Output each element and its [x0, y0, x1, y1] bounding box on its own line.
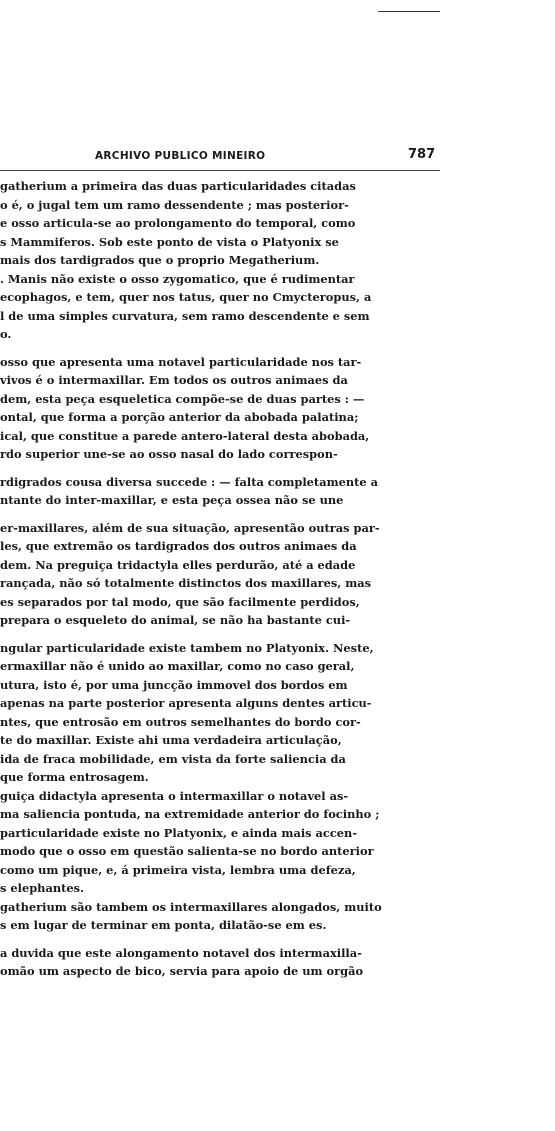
text-line: gatherium a primeira das duas particularidades citadas [0, 179, 356, 193]
text-line: te do maxillar. Existe ahi uma verdadeira articulação, [0, 733, 342, 747]
text-line: er-maxillares, além de sua situação, apresentão outras par- [0, 520, 380, 535]
text-line: apenas na parte posterior apresenta alguns dentes articu- [0, 696, 372, 710]
text-line: prepara o esqueleto do animal, se não ha bastante cui- [0, 613, 351, 627]
text-line: utura, isto é, por uma juncção immovel dos bordos em [0, 677, 348, 692]
paragraph-gap [0, 344, 440, 353]
text-line: es separados por tal modo, que são facilmente perdidos, [0, 594, 360, 609]
text-line: ngular particularidade existe tambem no Platyonix. Neste, [0, 640, 374, 655]
text-line: rdigrados cousa diversa succede : — falta completamente a [0, 474, 379, 489]
header-rule [0, 170, 440, 171]
text-line: ntante do inter-maxillar, e esta peça ossea não se une [0, 493, 344, 507]
paragraph-gap [0, 510, 440, 519]
text-line: s em lugar de terminar em ponta, dilatão-se em es. [0, 918, 327, 932]
text-line: dem, esta peça esqueletica compõe-se de duas partes : — [0, 391, 365, 406]
text-line: rdo superior une-se ao osso nasal do lado correspon- [0, 447, 338, 461]
text-line: rançada, não só totalmente distinctos dos maxillares, mas [0, 576, 372, 590]
text-line: como um pique, e, á primeira vista, lembra uma defeza, [0, 862, 356, 877]
page-header [0, 147, 440, 170]
text-line: les, que extremão os tardigrados dos outros animaes da [0, 539, 357, 553]
text-line: vivos é o intermaxillar. Em todos os outros animaes da [0, 373, 348, 387]
text-line: dem. Na preguiça tridactyla elles perdurão, até a edade [0, 557, 356, 572]
text-line: guiça didactyla apresenta o intermaxillar o notavel as- [0, 788, 349, 803]
text-line: ntes, que entrosão em outros semelhantes do bordo cor- [0, 714, 361, 729]
text-line: s Mammiferos. Sob este ponto de vista o Platyonix se [0, 234, 339, 249]
text-line: ida de fraca mobilidade, em vista da forte saliencia da [0, 751, 346, 766]
text-line: s elephantes. [0, 881, 84, 895]
text-line: e osso articula-se ao prolongamento do temporal, como [0, 216, 356, 230]
paragraph-gap [0, 464, 440, 473]
text-line: mais dos tardigrados que o proprio Megatherium. [0, 253, 320, 267]
text-line: particularidade existe no Platyonix, e ainda mais accen- [0, 825, 358, 840]
text-line: omão um aspecto de bico, servia para apoio de um orgão [0, 964, 364, 978]
text-line: ontal, que forma a porção anterior da abobada palatina; [0, 410, 359, 424]
top-rule [378, 11, 440, 12]
body-text [0, 177, 440, 981]
text-line: o é, o jugal tem um ramo dessendente ; mas posterior- [0, 197, 349, 212]
text-line: o. [0, 327, 12, 341]
text-line: gatherium são tambem os intermaxillares alongados, muito [0, 899, 382, 914]
paragraph [0, 639, 440, 935]
paragraph-gap [0, 935, 440, 944]
running-title: ARCHIVO PUBLICO MINEIRO [95, 150, 266, 162]
text-line: ermaxillar não é unido ao maxillar, como no caso geral, [0, 659, 355, 673]
paragraph [0, 353, 440, 464]
page-number: 787 [408, 147, 436, 162]
paragraph-gap [0, 630, 440, 639]
text-line: . Manis não existe o osso zygomatico, que é rudimentar [0, 271, 355, 286]
text-line: osso que apresenta uma notavel particularidade nos tar- [0, 354, 362, 369]
text-line: ical, que constitue a parede antero-lateral desta abobada, [0, 428, 370, 443]
paragraph [0, 519, 440, 630]
text-line: a duvida que este alongamento notavel dos intermaxilla- [0, 945, 362, 960]
text-line: l de uma simples curvatura, sem ramo descendente e sem [0, 308, 370, 323]
paragraph [0, 177, 440, 344]
text-line: ma saliencia pontuda, na extremidade anterior do focinho ; [0, 807, 380, 821]
paragraph [0, 944, 440, 981]
text-line: modo que o osso em questão salienta-se no bordo anterior [0, 844, 374, 858]
text-line: ecophagos, e tem, quer nos tatus, quer no Cmycteropus, a [0, 290, 372, 304]
paragraph [0, 473, 440, 510]
text-line: que forma entrosagem. [0, 770, 149, 784]
